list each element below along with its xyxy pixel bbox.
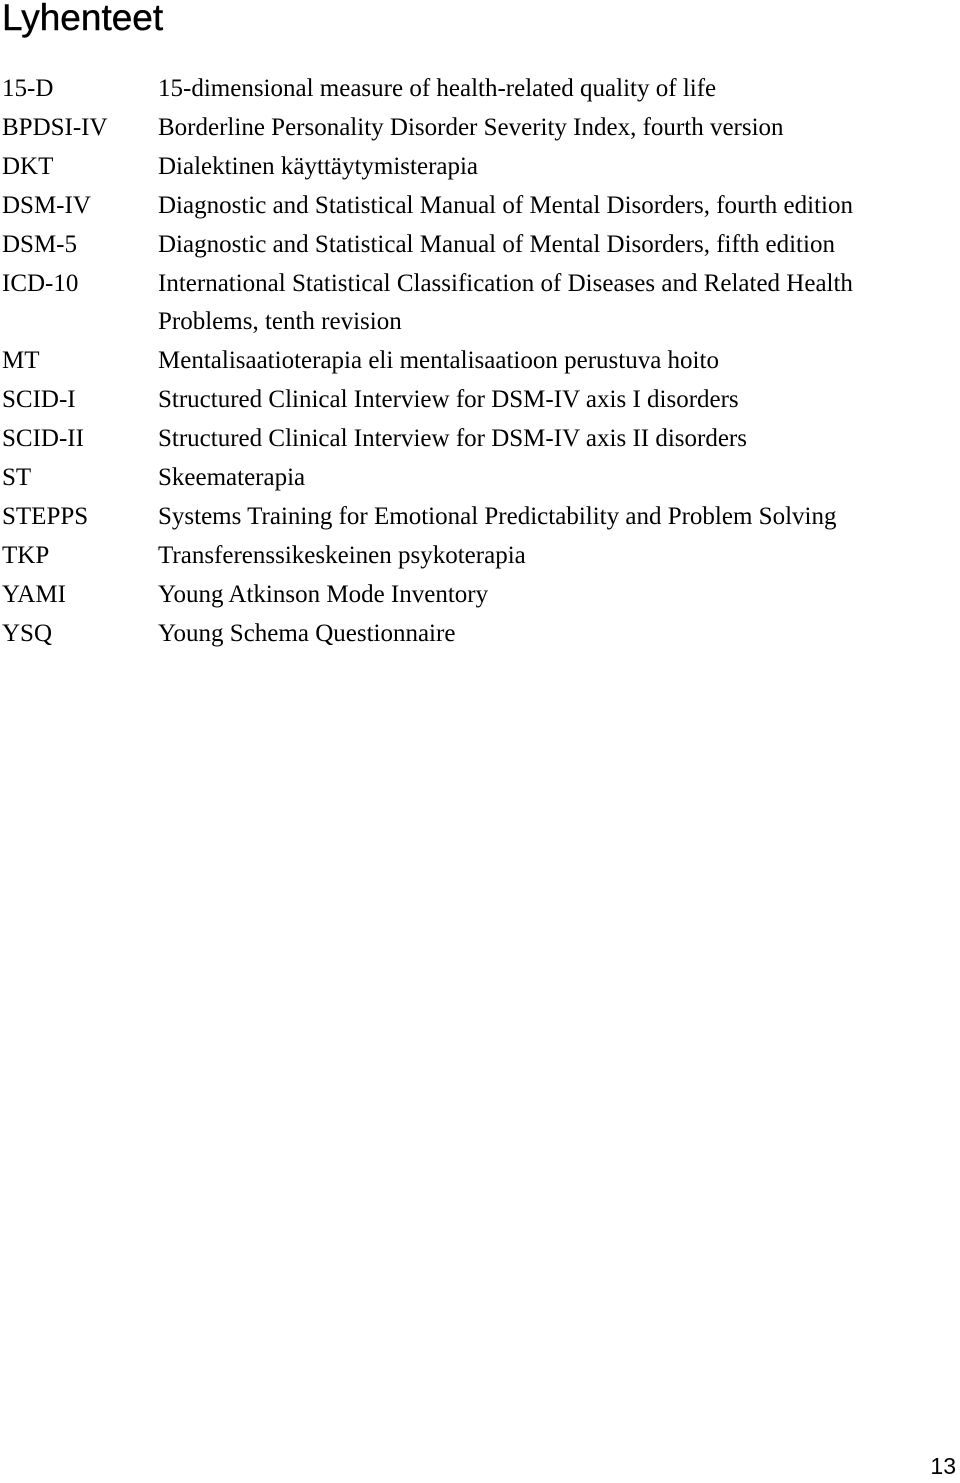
abbreviation-term: BPDSI-IV <box>2 113 108 141</box>
abbreviation-row <box>0 576 960 615</box>
abbreviation-row <box>0 420 960 459</box>
abbreviation-definition: Systems Training for Emotional Predictability and Problem Solving <box>158 502 837 530</box>
page-number: 13 <box>930 1453 956 1479</box>
abbreviation-definition: Diagnostic and Statistical Manual of Mental Disorders, fourth edition <box>158 191 853 219</box>
abbreviation-row <box>0 498 960 537</box>
abbreviation-term: DSM-5 <box>2 230 78 258</box>
abbreviation-definition: Diagnostic and Statistical Manual of Mental Disorders, fifth edition <box>158 230 835 258</box>
abbreviation-term: YSQ <box>2 619 53 647</box>
abbreviation-definition: Mentalisaatioterapia eli mentalisaatioon perustuva hoito <box>158 347 719 375</box>
abbreviation-row <box>0 70 960 109</box>
abbreviation-term: SCID-II <box>2 425 84 453</box>
page-title: Lyhenteet <box>2 0 164 38</box>
abbreviation-term: DKT <box>2 152 54 180</box>
abbreviation-row <box>0 615 960 654</box>
abbreviation-term: DSM-IV <box>2 191 91 219</box>
abbreviation-term: SCID-I <box>2 386 76 414</box>
abbreviation-definition: Young Atkinson Mode Inventory <box>158 580 489 608</box>
abbreviation-definition: Structured Clinical Interview for DSM-IV axis II disorders <box>158 425 747 453</box>
abbreviation-row <box>0 109 960 148</box>
abbreviation-term: 15-D <box>2 75 54 102</box>
abbreviation-row <box>0 381 960 420</box>
abbreviation-term: TKP <box>2 541 50 569</box>
abbreviation-row <box>0 148 960 187</box>
abbreviation-definition: International Statistical Classification of Diseases and Related Health Problems, tenth revision <box>158 269 853 336</box>
abbreviation-term: YAMI <box>2 580 66 608</box>
abbreviation-row <box>0 187 960 226</box>
abbreviation-definition: Dialektinen käyttäytymisterapia <box>158 152 479 180</box>
abbreviation-term: MT <box>2 347 40 375</box>
abbreviation-term: ICD-10 <box>2 269 79 297</box>
abbreviation-definition: Skeematerapia <box>158 464 306 492</box>
abbreviation-row <box>0 537 960 576</box>
abbreviation-definition: Borderline Personality Disorder Severity Index, fourth version <box>158 113 784 141</box>
abbreviation-row <box>0 226 960 265</box>
abbreviation-definition: 15-dimensional measure of health-related quality of life <box>158 75 717 102</box>
abbreviation-list <box>0 70 960 654</box>
abbreviation-definition: Transferenssikeskeinen psykoterapia <box>158 541 526 569</box>
abbreviation-row <box>0 459 960 498</box>
abbreviation-definition: Young Schema Questionnaire <box>158 619 456 647</box>
abbreviation-term: STEPPS <box>2 502 89 530</box>
abbreviation-definition: Structured Clinical Interview for DSM-IV axis I disorders <box>158 386 739 414</box>
abbreviation-row <box>0 265 960 343</box>
abbreviation-row <box>0 342 960 381</box>
abbreviation-term: ST <box>2 464 32 492</box>
